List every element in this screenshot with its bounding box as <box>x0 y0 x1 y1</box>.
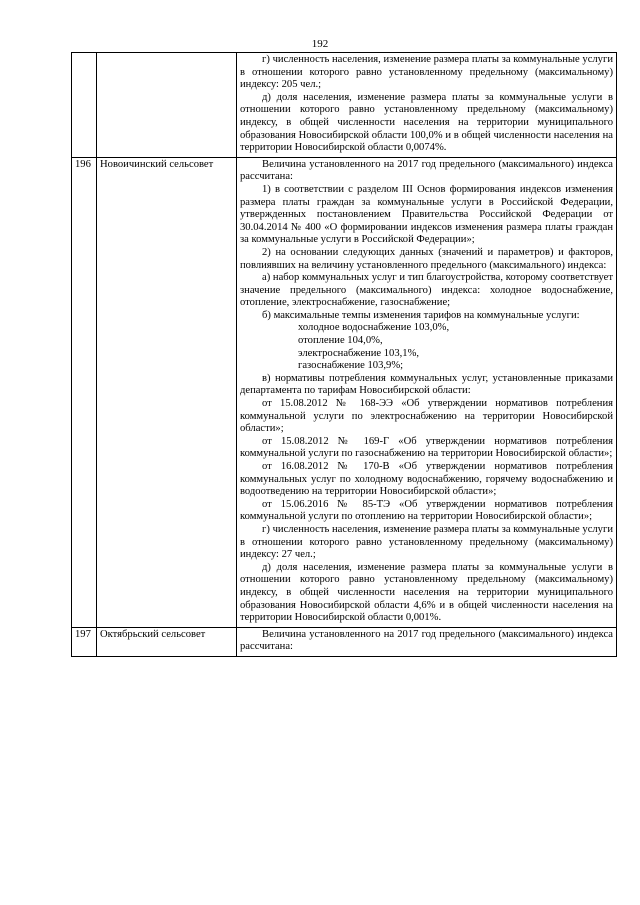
table-row <box>72 627 617 656</box>
tariff-line: отопление 104,0%, <box>298 335 383 347</box>
municipality-name-cell: Октябрьский сельсовет <box>97 627 237 656</box>
description-paragraph: от 15.08.2012 № 169-Г «Об утверждении нормативов потребления коммунальной услуги по газоснабжению на территории Новосибирской области»; <box>240 435 613 460</box>
row-number-cell: 197 <box>72 627 97 656</box>
description-paragraph: 2) на основании следующих данных (значений и параметров) и факторов, повлиявших на величину установленного предельного (максимального) индекса: <box>240 246 613 271</box>
row-number-cell: 196 <box>72 157 97 627</box>
description-paragraph: б) максимальные темпы изменения тарифов на коммунальные услуги: <box>262 309 580 321</box>
index-table-body <box>72 53 617 657</box>
description-paragraph: 1) в соответствии с разделом III Основ формирования индексов изменения размера платы граждан за коммунальные услуги в Российской Федерации, утвержденных постановлением Правительства Российской Федерации от 30.04.2014 № 400 «О формировании индексов изменения размера платы граждан за коммунальные услуги в Российской Федерации»; <box>240 183 613 246</box>
description-paragraph: г) численность населения, изменение размера платы за коммунальные услуги в отношении которого равно установленному предельному (максимальному) индексу: 205 чел.; <box>240 54 613 91</box>
tariff-line: электроснабжение 103,1%, <box>298 347 420 359</box>
description-paragraph: от 15.08.2012 № 168-ЭЭ «Об утверждении нормативов потребления коммунальной услуги по электроснабжению на территории Новосибирской области»; <box>240 398 613 435</box>
index-description-cell <box>237 627 617 656</box>
description-paragraph: от 16.08.2012 № 170-В «Об утверждении нормативов потребления коммунальных услуг по холодному водоснабжению, горячему водоснабжению и водоотведению на территории Новосибирской области»; <box>240 461 613 498</box>
tariff-line: холодное водоснабжение 103,0%, <box>298 322 450 334</box>
description-paragraph: г) численность населения, изменение размера платы за коммунальные услуги в отношении которого равно установленному предельному (максимальному) индексу: 27 чел.; <box>240 523 613 561</box>
description-paragraph: а) набор коммунальных услуг и тип благоустройства, которому соответствует значение предельного (максимального) индекса: холодное водоснабжение, отопление, электроснабжение, газоснабжение; <box>240 272 613 309</box>
page-number: 192 <box>311 38 329 50</box>
tariff-line: газоснабжение 103,9%; <box>298 360 404 372</box>
index-table <box>71 52 617 657</box>
description-paragraph: Величина установленного на 2017 год предельного (максимального) индекса рассчитана: <box>240 628 613 653</box>
description-paragraph: от 15.06.2016 № 85-ТЭ «Об утверждении нормативов потребления коммунальной услуги по отоплению на территории Новосибирской области»; <box>240 498 613 523</box>
row-number-cell <box>72 53 97 158</box>
description-paragraph: д) доля населения, изменение размера платы за коммунальные услуги в отношении которого равно установленному предельному (максимальному) индексу, в общей численности населения на территории муниципального образования Новосибирской области 100,0% и в общей численности населения на территории Новосибирской области 0,0074%. <box>240 91 613 154</box>
description-paragraph: в) нормативы потребления коммунальных услуг, установленные приказами департамента по тарифам Новосибирской области: <box>240 372 613 397</box>
municipality-name-cell <box>97 53 237 158</box>
index-description-cell <box>237 157 617 627</box>
municipality-name-cell: Новоичинский сельсовет <box>97 157 237 627</box>
table-row <box>72 157 617 627</box>
table-row <box>72 53 617 158</box>
index-description-cell <box>237 53 617 158</box>
description-paragraph: Величина установленного на 2017 год предельного (максимального) индекса рассчитана: <box>240 158 613 183</box>
description-paragraph: д) доля населения, изменение размера платы за коммунальные услуги в отношении которого равно установленному предельному (максимальному) индексу, в общей численности населения на территории муниципального образования Новосибирской области 4,6% и в общей численности населения на территории Новосибирской области 0,001%. <box>240 561 613 624</box>
